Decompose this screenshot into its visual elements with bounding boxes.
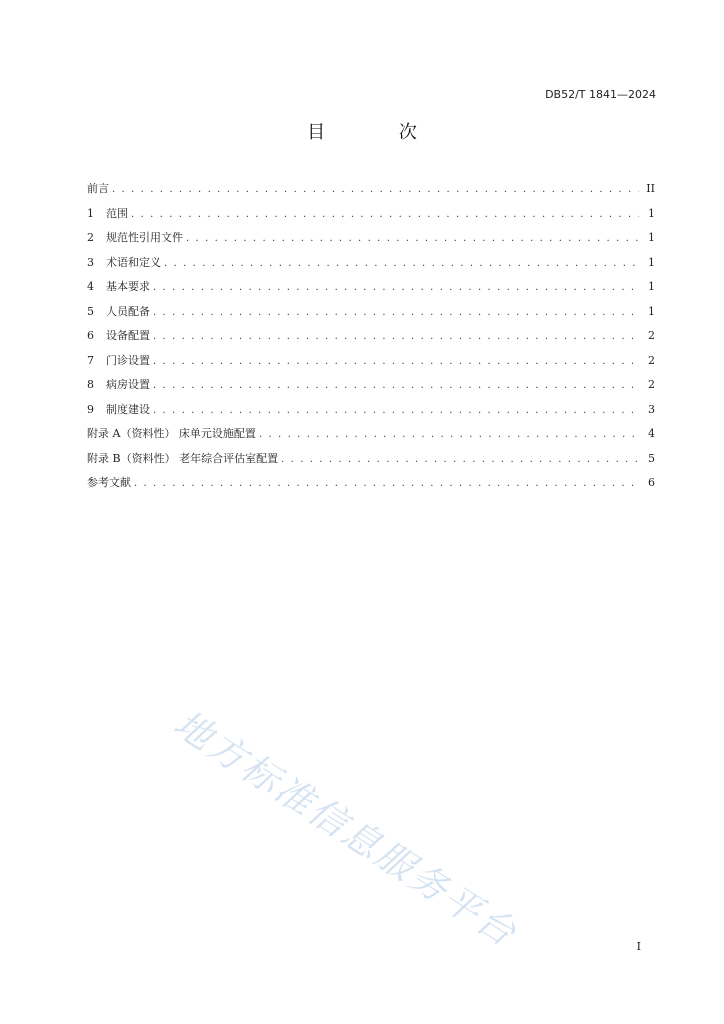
toc-label: 参考文献 — [87, 476, 131, 489]
toc-entry-4[interactable] — [87, 278, 655, 303]
toc-number: 1 — [87, 206, 94, 220]
toc-leader-dots — [112, 184, 639, 195]
toc-page: 4 — [648, 427, 655, 440]
toc-leader-dots — [153, 405, 639, 416]
toc-leader-dots — [134, 478, 639, 489]
toc-leader-dots — [153, 282, 639, 293]
toc-entry-references[interactable] — [87, 474, 655, 499]
toc-label: 设备配置 — [106, 329, 150, 342]
toc-label: 门诊设置 — [106, 353, 150, 367]
watermark-text: 地方标准信息服务平台 — [166, 701, 526, 956]
toc-entry-9[interactable] — [87, 401, 655, 426]
toc-page: 1 — [648, 255, 655, 269]
toc-number: 5 — [87, 304, 94, 318]
toc-label: 前言 — [87, 182, 109, 195]
toc-label: 规范性引用文件 — [106, 231, 183, 244]
toc-leader-dots — [186, 233, 639, 244]
toc-leader-dots — [153, 331, 639, 342]
toc-entry-foreword[interactable] — [87, 180, 655, 205]
toc-page: 2 — [648, 329, 655, 342]
toc-number: 3 — [87, 255, 94, 269]
toc-entry-6[interactable] — [87, 327, 655, 352]
toc-label: 病房设置 — [106, 378, 150, 391]
toc-label: 附录 B（资料性） 老年综合评估室配置 — [87, 451, 279, 465]
toc-entry-appendix-a[interactable] — [87, 425, 655, 450]
toc-page: 1 — [648, 304, 655, 318]
toc-entry-5[interactable] — [87, 303, 655, 328]
toc-page: 1 — [648, 231, 655, 244]
toc-number: 6 — [87, 329, 94, 342]
toc-page: II — [646, 182, 655, 195]
toc-entry-1[interactable] — [87, 205, 655, 230]
toc-number: 2 — [87, 231, 94, 244]
toc-label: 术语和定义 — [106, 255, 161, 269]
toc-number: 4 — [87, 280, 94, 293]
toc-page: 1 — [648, 280, 655, 293]
toc-leader-dots — [281, 454, 639, 465]
toc-page: 5 — [648, 451, 655, 465]
toc-number: 7 — [87, 353, 94, 367]
toc-page: 1 — [648, 206, 655, 220]
toc-page: 3 — [648, 402, 655, 416]
toc-leader-dots — [153, 307, 639, 318]
toc-number: 9 — [87, 402, 94, 416]
toc-label: 人员配备 — [106, 304, 150, 318]
document-code: DB52/T 1841—2024 — [545, 88, 656, 101]
table-of-contents — [87, 180, 655, 499]
toc-page: 2 — [648, 378, 655, 391]
toc-label: 基本要求 — [106, 280, 150, 293]
toc-entry-2[interactable] — [87, 229, 655, 254]
toc-leader-dots — [153, 356, 639, 367]
toc-label: 制度建设 — [106, 402, 150, 416]
toc-leader-dots — [153, 380, 639, 391]
page-title: 目 次 — [307, 122, 451, 143]
toc-page: 6 — [648, 476, 655, 489]
toc-page: 2 — [648, 353, 655, 367]
toc-label: 附录 A（资料性） 床单元设施配置 — [87, 427, 256, 440]
toc-entry-7[interactable] — [87, 352, 655, 377]
toc-entry-3[interactable] — [87, 254, 655, 279]
toc-leader-dots — [164, 258, 639, 269]
page-number: I — [636, 940, 641, 953]
toc-number: 8 — [87, 378, 94, 391]
toc-label: 范围 — [106, 206, 128, 220]
toc-leader-dots — [259, 429, 639, 440]
toc-entry-8[interactable] — [87, 376, 655, 401]
toc-leader-dots — [131, 209, 639, 220]
toc-entry-appendix-b[interactable] — [87, 450, 655, 475]
